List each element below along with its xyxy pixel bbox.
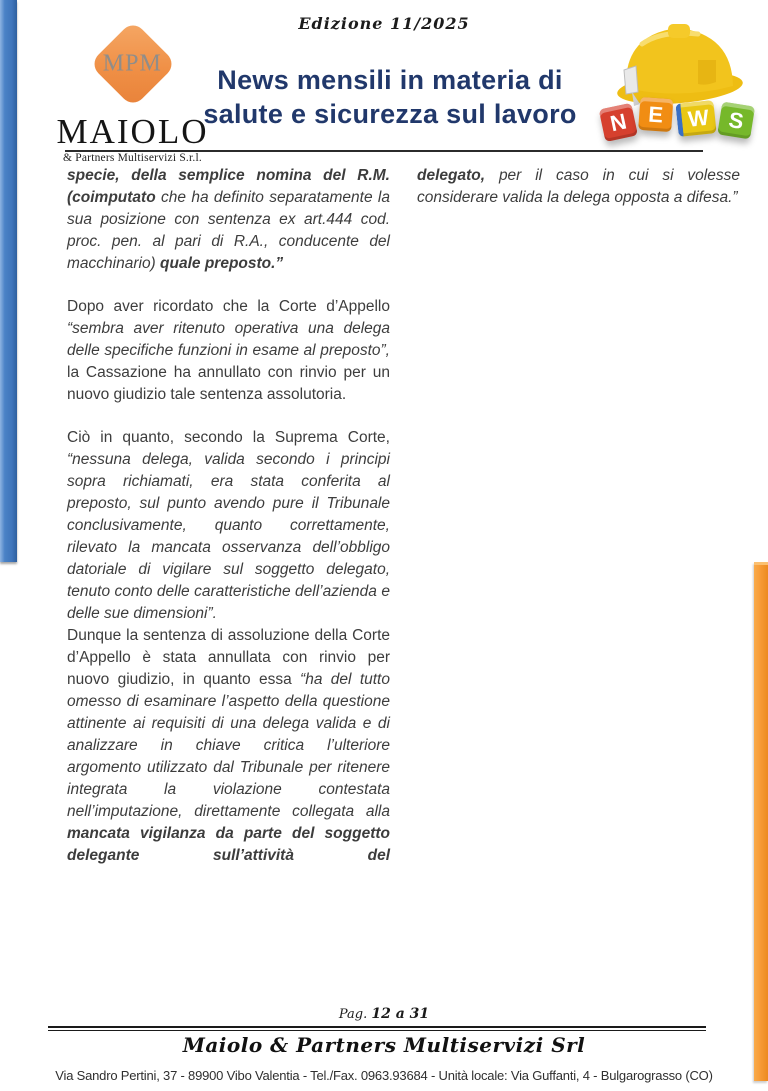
page-number-value: 12 a 31 xyxy=(371,1006,430,1022)
text-run: “ha del tutto omesso di esaminare l’aspetto della questione attinente ai requisiti di una delega valida e di analizzare in chiave critica l’ulteriore argomento utilizzato dal Tribunale per ritenere integrata la violazione contestata nell’imputazione, direttamente collegata alla xyxy=(67,671,390,820)
edition-label: Edizione 11/2025 xyxy=(298,14,470,33)
article-paragraph xyxy=(67,165,390,275)
footer-divider xyxy=(48,1026,706,1031)
text-run: specie, della semplice nomina del R.M. (coimputato xyxy=(67,167,390,206)
article-column-right xyxy=(417,165,740,867)
hard-hat-icon xyxy=(602,8,752,108)
title-line-2: salute e sicurezza sul lavoro xyxy=(203,98,577,129)
left-accent-bar xyxy=(0,0,17,562)
logo-monogram: MPM xyxy=(102,50,163,77)
text-run: “sembra aver ritenuto operativa una delega delle specifiche funzioni in esame al preposto”, xyxy=(67,320,390,359)
right-accent-bar xyxy=(754,562,768,1081)
page-number-prefix: Pag. xyxy=(338,1007,372,1022)
text-run: quale preposto.” xyxy=(160,255,284,272)
text-run: Ciò in quanto, secondo la Suprema Corte, xyxy=(67,429,390,446)
news-cubes xyxy=(592,102,762,135)
news-cube-w: W xyxy=(675,100,716,137)
article-column-left xyxy=(67,165,390,867)
article-paragraph xyxy=(67,427,390,625)
footer-address: Via Sandro Pertini, 37 - 89900 Vibo Valentia - Tel./Fax. 0963.93684 - Unità locale: Via Guffanti, 4 - Bulgarograsso (CO) xyxy=(55,1068,713,1083)
hard-hat-news-graphic xyxy=(592,8,762,158)
text-run: Dunque la sentenza di assoluzione della Corte d’Appello è stata annullata con rinvio per nuovo giudizio, in quanto essa xyxy=(67,627,390,688)
footer-company-name: Maiolo & Partners Multiservizi Srl xyxy=(182,1033,586,1057)
news-cube-s: S xyxy=(717,102,755,140)
text-run: delegato, xyxy=(417,167,499,184)
text-run: “nessuna delega, valida secondo i principi sopra richiamati, era stata conferita al preposto, sul punto avendo pure il Tribunale conclusivamente, quanto correttamente, rilevato la mancata osservanza dell’obbligo datoriale di vigilare sul soggetto delegato, tenuto conto delle caratteristiche dell’azienda e delle sue dimensioni”. xyxy=(67,451,390,622)
news-cube-n: N xyxy=(599,103,638,142)
article-body xyxy=(67,165,740,867)
newsletter-title xyxy=(160,64,620,132)
text-run: mancata vigilanza da parte del soggetto delegante sull’attività del xyxy=(67,825,390,864)
page-number xyxy=(0,1006,768,1022)
article-paragraph xyxy=(67,296,390,406)
logo-company-name: MAIOLO xyxy=(56,112,209,151)
text-run: la Cassazione ha annullato con rinvio per un nuovo giudizio tale sentenza assolutoria. xyxy=(67,364,390,403)
text-run: che ha definito separatamente la sua posizione con sentenza ex art.444 cod. proc. pen. al pari di R.A., conducente del macchinario) xyxy=(67,189,390,272)
header-divider xyxy=(65,150,703,152)
logo-company-subtitle: & Partners Multiservizi S.r.l. xyxy=(63,152,202,164)
text-run: Dopo aver ricordato che la Corte d’Appello xyxy=(67,298,390,315)
article-paragraph xyxy=(67,625,390,867)
news-cube-e: E xyxy=(638,97,673,132)
article-paragraph xyxy=(417,165,740,209)
title-line-1: News mensili in materia di xyxy=(217,65,563,95)
text-run: per il caso in cui si volesse considerare valida la delega opposta a difesa.” xyxy=(417,167,740,206)
